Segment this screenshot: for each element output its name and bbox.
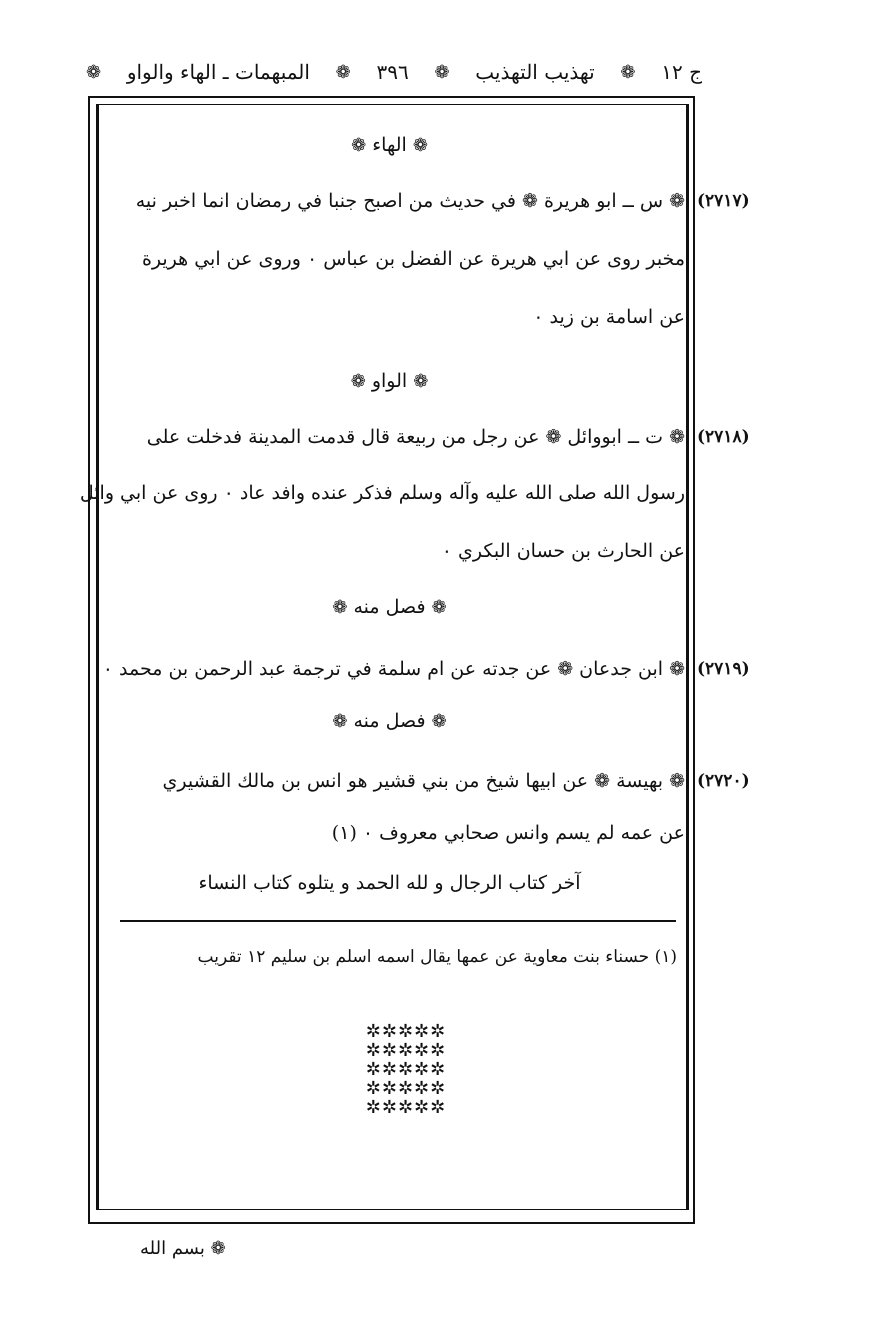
- section-heading-text: فصل منه: [353, 710, 426, 732]
- entry-2718-line-2: رسول الله صلى الله عليه وآله وسلم فذكر عنده وافد عاد ٠ روى عن ابي وائل: [79, 482, 685, 504]
- entry-2720-line-2: عن عمه لم يسم وانس صحابي معروف ٠ (١): [331, 822, 685, 844]
- section-heading-text: الواو: [371, 370, 408, 392]
- section-heading-fasl-2: [102, 706, 677, 737]
- header-section: المبهمات ـ الهاء والواو: [126, 60, 310, 84]
- ornament-icon: ❁: [332, 597, 348, 618]
- header-ornament-1: ❁: [620, 61, 636, 83]
- ornament-icon: ❁: [431, 597, 447, 618]
- entry-number-2717: (٢٧١٧): [697, 191, 750, 211]
- ornament-icon: ❁: [413, 371, 429, 392]
- header-ornament-2: ❁: [434, 61, 450, 83]
- ornament-icon: ❁: [351, 135, 367, 156]
- ornament-icon: ❁: [350, 371, 366, 392]
- ornament-icon: ❁: [332, 711, 348, 732]
- header-volume: ج ١٢: [661, 60, 702, 84]
- ornament-row: ✲✲✲✲✲: [365, 1021, 447, 1042]
- ornament-icon: ❁: [431, 711, 447, 732]
- footnote: (١) حسناء بنت معاوية عن عمها يقال اسمه اسلم بن سليم ١٢ تقريب: [197, 947, 677, 967]
- entry-2718-line-3: عن الحارث بن حسان البكري ٠: [441, 540, 685, 562]
- entry-2719-line-1: ❁ ابن جدعان ❁ عن جدته عن ام سلمة في ترجمة عبد الرحمن بن محمد ٠: [102, 658, 685, 680]
- footnote-rule: [120, 920, 676, 922]
- entry-2720-line-1: ❁ بهيسة ❁ عن ابيها شيخ من بني قشير هو انس بن مالك القشيري: [162, 770, 685, 792]
- entry-number-2718: (٢٧١٨): [697, 427, 750, 447]
- entry-2717-line-1: ❁ س ــ ابو هريرة ❁ في حديث من اصبح جنبا في رمضان انما اخبر نيه: [135, 190, 685, 212]
- section-heading-text: فصل منه: [353, 596, 426, 618]
- entry-number-2720: (٢٧٢٠): [697, 771, 750, 791]
- entry-2718-line-1: ❁ ت ــ ابووائل ❁ عن رجل من ربيعة قال قدمت المدينة فدخلت على: [146, 426, 685, 448]
- header-ornament-4: ❁: [86, 61, 102, 83]
- catchword: ❁ بسم الله: [140, 1238, 226, 1259]
- ornament-icon: ❁: [412, 135, 428, 156]
- header-page-number: ٣٩٦: [376, 60, 409, 84]
- ornament-row: ✲✲✲✲✲: [365, 1097, 447, 1118]
- section-heading-ha: [102, 130, 677, 161]
- header-ornament-3: ❁: [335, 61, 351, 83]
- section-heading-text: الهاء: [372, 134, 407, 156]
- ornament-row: ✲✲✲✲✲: [365, 1040, 447, 1061]
- ornament-block: [355, 1022, 457, 1117]
- running-header: [86, 50, 702, 94]
- ornament-row: ✲✲✲✲✲: [365, 1059, 447, 1080]
- closing-line: آخر كتاب الرجال و لله الحمد و يتلوه كتاب النساء: [198, 872, 581, 894]
- section-heading-waw: [102, 366, 677, 397]
- entry-number-2719: (٢٧١٩): [697, 659, 750, 679]
- section-heading-fasl-1: [102, 592, 677, 623]
- entry-2717-line-3: عن اسامة بن زيد ٠: [533, 306, 685, 328]
- ornament-row: ✲✲✲✲✲: [365, 1078, 447, 1099]
- header-book-title: تهذيب التهذيب: [475, 60, 595, 84]
- entry-2717-line-2: مخبر روى عن ابي هريرة عن الفضل بن عباس ٠ وروى عن ابي هريرة: [141, 248, 685, 270]
